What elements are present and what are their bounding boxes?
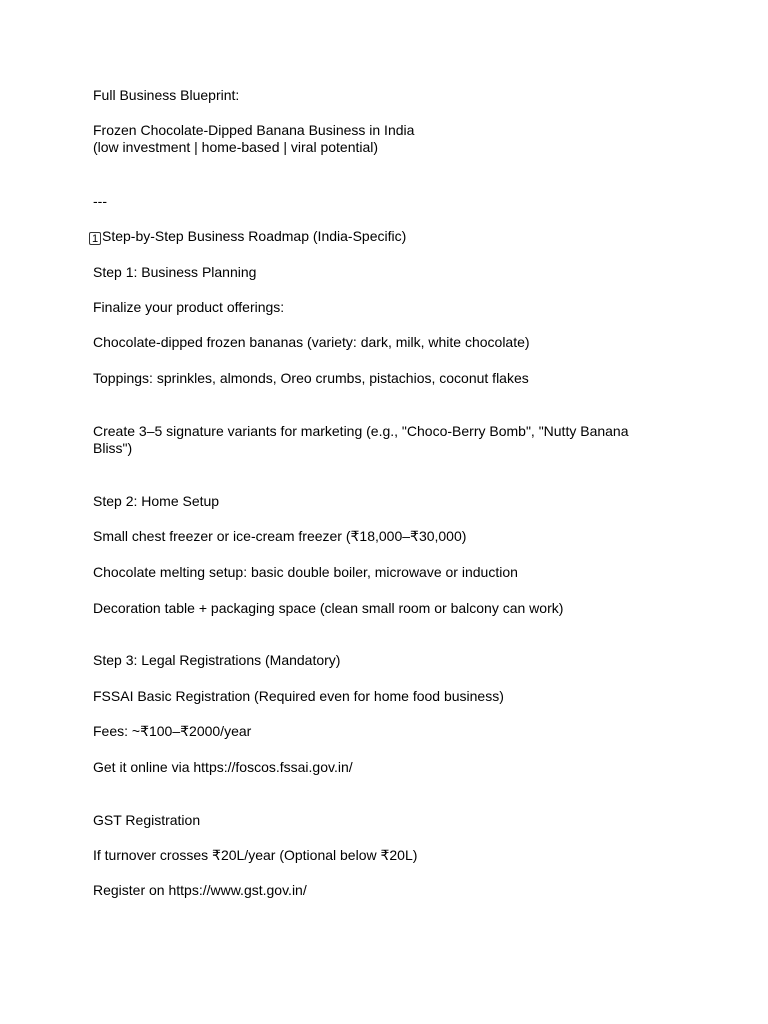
step-3-line-5: If turnover crosses ₹20L/year (Optional below ₹20L) bbox=[93, 847, 418, 863]
doc-title: Full Business Blueprint: bbox=[93, 87, 240, 103]
step-2-heading: Step 2: Home Setup bbox=[93, 493, 220, 509]
separator: --- bbox=[93, 193, 107, 209]
step-1-line-4: Create 3–5 signature variants for marketing (e.g., "Choco-Berry Bomb", "Nutty Banana Bliss") bbox=[93, 423, 629, 456]
step-3-heading: Step 3: Legal Registrations (Mandatory) bbox=[93, 652, 341, 668]
step-3-line-2: Fees: ~₹100–₹2000/year bbox=[93, 723, 252, 739]
step-3-line-3: Get it online via https://foscos.fssai.gov.in/ bbox=[93, 759, 353, 775]
step-1-line-3: Toppings: sprinkles, almonds, Oreo crumbs, pistachios, coconut flakes bbox=[93, 370, 529, 386]
keycap-number-icon: 1 bbox=[89, 232, 101, 245]
step-1-line-1: Finalize your product offerings: bbox=[93, 299, 285, 315]
section-1-heading bbox=[89, 228, 649, 245]
step-1-heading: Step 1: Business Planning bbox=[93, 264, 257, 280]
step-3-line-6: Register on https://www.gst.gov.in/ bbox=[93, 882, 307, 898]
step-2-line-2: Chocolate melting setup: basic double boiler, microwave or induction bbox=[93, 564, 518, 580]
doc-subtitle: Frozen Chocolate-Dipped Banana Business in India bbox=[93, 122, 415, 138]
step-2-line-3: Decoration table + packaging space (clean small room or balcony can work) bbox=[93, 600, 564, 616]
step-3-line-1: FSSAI Basic Registration (Required even for home food business) bbox=[93, 688, 504, 704]
doc-tagline: (low investment | home-based | viral potential) bbox=[93, 139, 379, 155]
section-1-heading-text: Step-by-Step Business Roadmap (India-Specific) bbox=[102, 228, 407, 244]
step-3-line-4: GST Registration bbox=[93, 812, 201, 828]
step-1-line-2: Chocolate-dipped frozen bananas (variety: dark, milk, white chocolate) bbox=[93, 334, 530, 350]
step-2-line-1: Small chest freezer or ice-cream freezer (₹18,000–₹30,000) bbox=[93, 528, 467, 544]
